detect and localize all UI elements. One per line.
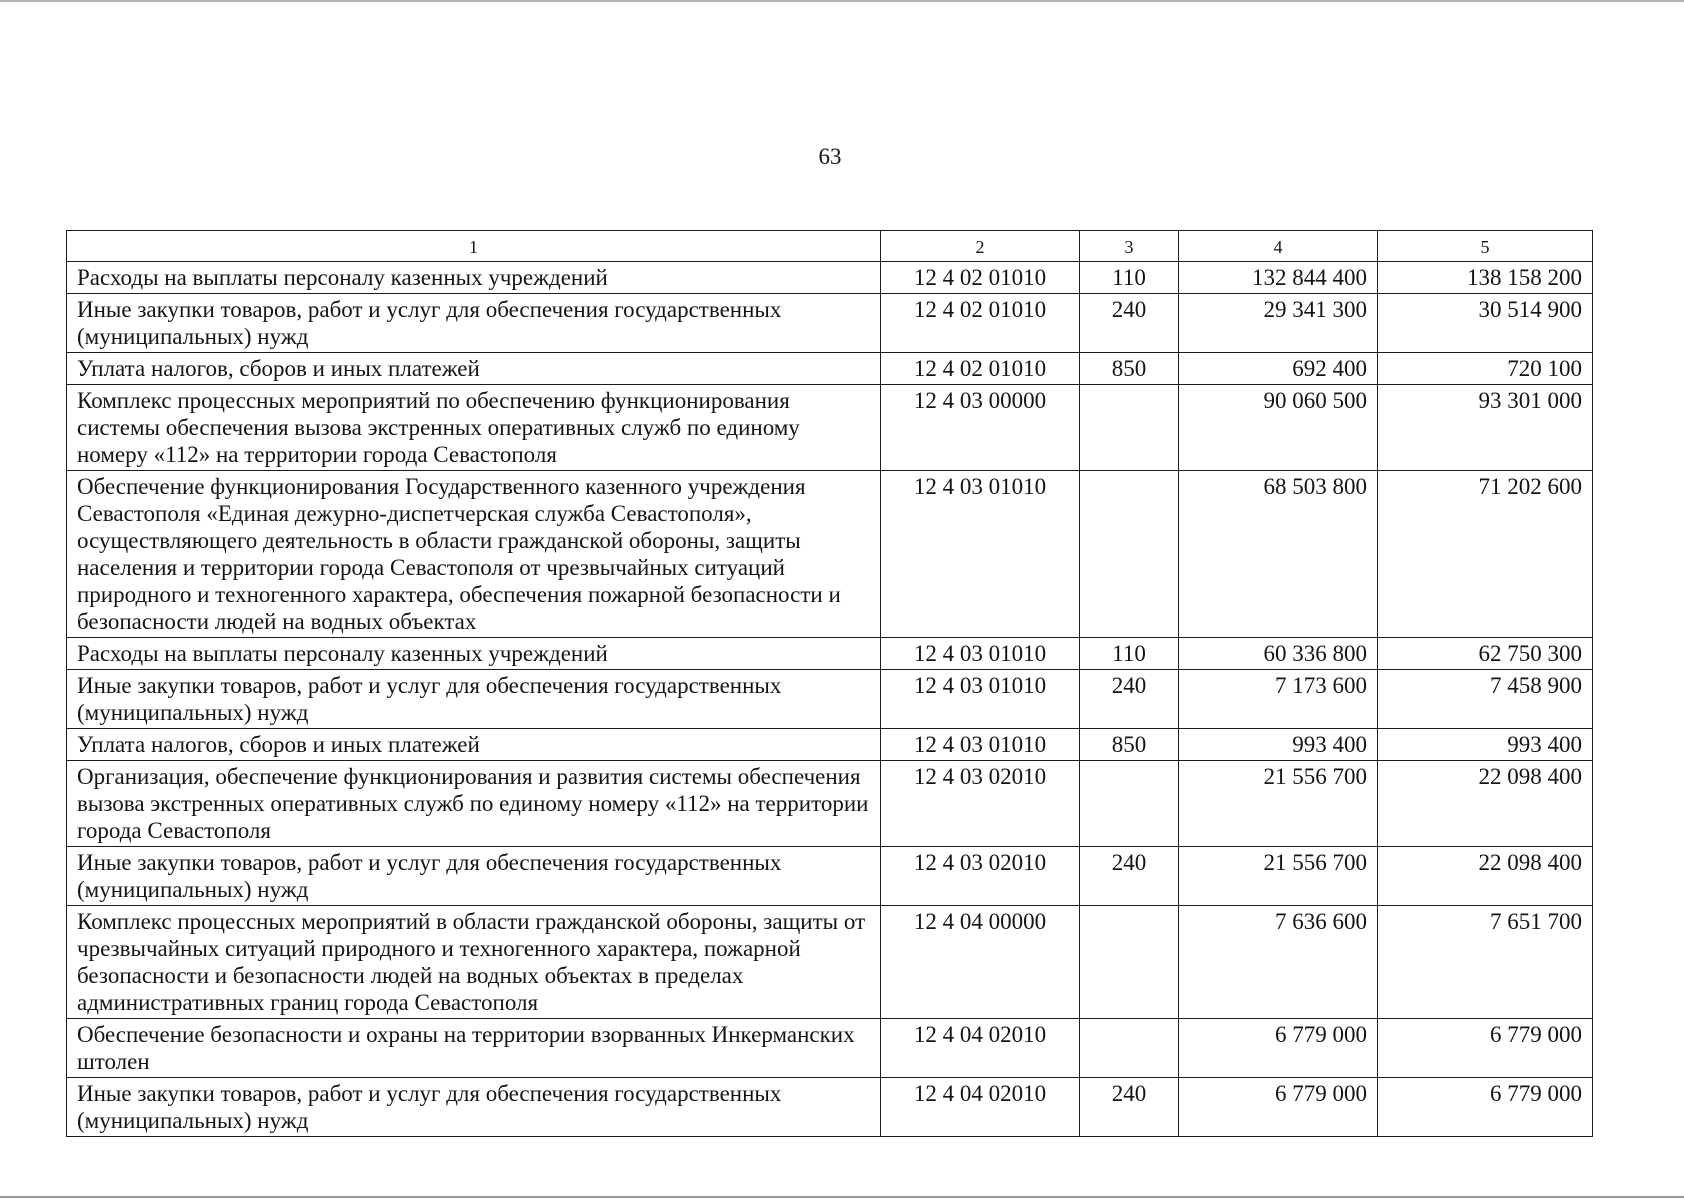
row-code-cell: 12 4 03 01010: [881, 471, 1080, 638]
budget-table: [66, 230, 1593, 1137]
row-code-cell: 12 4 03 01010: [881, 638, 1080, 670]
row-type-cell: [1080, 471, 1179, 638]
row-type-cell: [1080, 1019, 1179, 1078]
row-amount-year2-cell: 93 301 000: [1378, 385, 1593, 471]
row-code-cell: 12 4 02 01010: [881, 294, 1080, 353]
row-type-cell: 240: [1080, 294, 1179, 353]
table-row: [67, 670, 1593, 729]
row-amount-year2-cell: 138 158 200: [1378, 262, 1593, 294]
row-name-cell: Обеспечение функционирования Государственного казенного учреждения Севастополя «Единая дежурно-диспетчерская служба Севастополя», осуществляющего деятельность в области гражданской обороны, защиты населения и территории города Севастополя от чрезвычайных ситуаций природного и техногенного характера, обеспечения пожарной безопасности и безопасности людей на водных объектах: [67, 471, 881, 638]
header-col-3: 3: [1080, 231, 1179, 262]
row-amount-year2-cell: 7 651 700: [1378, 906, 1593, 1019]
row-type-cell: 110: [1080, 262, 1179, 294]
table-row: [67, 1019, 1593, 1078]
table-row: [67, 1078, 1593, 1137]
row-type-cell: 850: [1080, 353, 1179, 385]
row-code-cell: 12 4 03 02010: [881, 761, 1080, 847]
row-name-cell: Уплата налогов, сборов и иных платежей: [67, 729, 881, 761]
row-code-cell: 12 4 04 00000: [881, 906, 1080, 1019]
table-row: [67, 294, 1593, 353]
table-row: [67, 729, 1593, 761]
row-amount-year1-cell: 7 173 600: [1179, 670, 1378, 729]
row-amount-year1-cell: 60 336 800: [1179, 638, 1378, 670]
page-number: 63: [818, 144, 842, 169]
row-amount-year2-cell: 62 750 300: [1378, 638, 1593, 670]
row-name-cell: Расходы на выплаты персоналу казенных учреждений: [67, 262, 881, 294]
row-amount-year1-cell: 6 779 000: [1179, 1078, 1378, 1137]
row-type-cell: [1080, 906, 1179, 1019]
row-amount-year2-cell: 720 100: [1378, 353, 1593, 385]
row-amount-year2-cell: 30 514 900: [1378, 294, 1593, 353]
row-amount-year1-cell: 132 844 400: [1179, 262, 1378, 294]
row-amount-year1-cell: 6 779 000: [1179, 1019, 1378, 1078]
table-row: [67, 761, 1593, 847]
row-name-cell: Расходы на выплаты персоналу казенных учреждений: [67, 638, 881, 670]
row-type-cell: 850: [1080, 729, 1179, 761]
row-name-cell: Уплата налогов, сборов и иных платежей: [67, 353, 881, 385]
bottom-edge-rule: [0, 1196, 1684, 1198]
row-code-cell: 12 4 03 01010: [881, 729, 1080, 761]
row-amount-year1-cell: 29 341 300: [1179, 294, 1378, 353]
row-type-cell: 110: [1080, 638, 1179, 670]
row-amount-year1-cell: 7 636 600: [1179, 906, 1378, 1019]
row-type-cell: 240: [1080, 670, 1179, 729]
table-row: [67, 471, 1593, 638]
row-name-cell: Иные закупки товаров, работ и услуг для обеспечения государственных (муниципальных) нужд: [67, 1078, 881, 1137]
row-name-cell: Комплекс процессных мероприятий в области гражданской обороны, защиты от чрезвычайных ситуаций природного и техногенного характера, пожарной безопасности и безопасности людей на водных объектах в пределах административных границ города Севастополя: [67, 906, 881, 1019]
row-code-cell: 12 4 03 00000: [881, 385, 1080, 471]
table-row: [67, 353, 1593, 385]
row-type-cell: [1080, 761, 1179, 847]
row-amount-year1-cell: 993 400: [1179, 729, 1378, 761]
table-row: [67, 262, 1593, 294]
row-name-cell: Иные закупки товаров, работ и услуг для обеспечения государственных (муниципальных) нужд: [67, 847, 881, 906]
row-amount-year2-cell: 22 098 400: [1378, 847, 1593, 906]
table-row: [67, 385, 1593, 471]
table-header-row: [67, 231, 1593, 262]
row-type-cell: 240: [1080, 847, 1179, 906]
row-code-cell: 12 4 04 02010: [881, 1078, 1080, 1137]
row-amount-year1-cell: 90 060 500: [1179, 385, 1378, 471]
row-amount-year1-cell: 21 556 700: [1179, 847, 1378, 906]
row-code-cell: 12 4 03 01010: [881, 670, 1080, 729]
row-code-cell: 12 4 02 01010: [881, 353, 1080, 385]
row-amount-year2-cell: 22 098 400: [1378, 761, 1593, 847]
row-amount-year2-cell: 7 458 900: [1378, 670, 1593, 729]
header-col-4: 4: [1179, 231, 1378, 262]
row-type-cell: [1080, 385, 1179, 471]
row-amount-year2-cell: 6 779 000: [1378, 1019, 1593, 1078]
row-name-cell: Организация, обеспечение функционирования и развития системы обеспечения вызова экстренных оперативных служб по единому номеру «112» на территории города Севастополя: [67, 761, 881, 847]
row-name-cell: Иные закупки товаров, работ и услуг для обеспечения государственных (муниципальных) нужд: [67, 670, 881, 729]
row-amount-year2-cell: 71 202 600: [1378, 471, 1593, 638]
row-code-cell: 12 4 02 01010: [881, 262, 1080, 294]
row-amount-year1-cell: 21 556 700: [1179, 761, 1378, 847]
row-amount-year1-cell: 68 503 800: [1179, 471, 1378, 638]
row-code-cell: 12 4 04 02010: [881, 1019, 1080, 1078]
row-type-cell: 240: [1080, 1078, 1179, 1137]
header-col-5: 5: [1378, 231, 1593, 262]
header-col-2: 2: [881, 231, 1080, 262]
row-name-cell: Обеспечение безопасности и охраны на территории взорванных Инкерманских штолен: [67, 1019, 881, 1078]
top-edge-rule: [0, 0, 1684, 2]
table-row: [67, 638, 1593, 670]
row-name-cell: Комплекс процессных мероприятий по обеспечению функционирования системы обеспечения вызова экстренных оперативных служб по единому номеру «112» на территории города Севастополя: [67, 385, 881, 471]
row-amount-year2-cell: 993 400: [1378, 729, 1593, 761]
row-amount-year2-cell: 6 779 000: [1378, 1078, 1593, 1137]
header-col-1: 1: [67, 231, 881, 262]
row-code-cell: 12 4 03 02010: [881, 847, 1080, 906]
table-row: [67, 906, 1593, 1019]
table-row: [67, 847, 1593, 906]
row-amount-year1-cell: 692 400: [1179, 353, 1378, 385]
row-name-cell: Иные закупки товаров, работ и услуг для обеспечения государственных (муниципальных) нужд: [67, 294, 881, 353]
